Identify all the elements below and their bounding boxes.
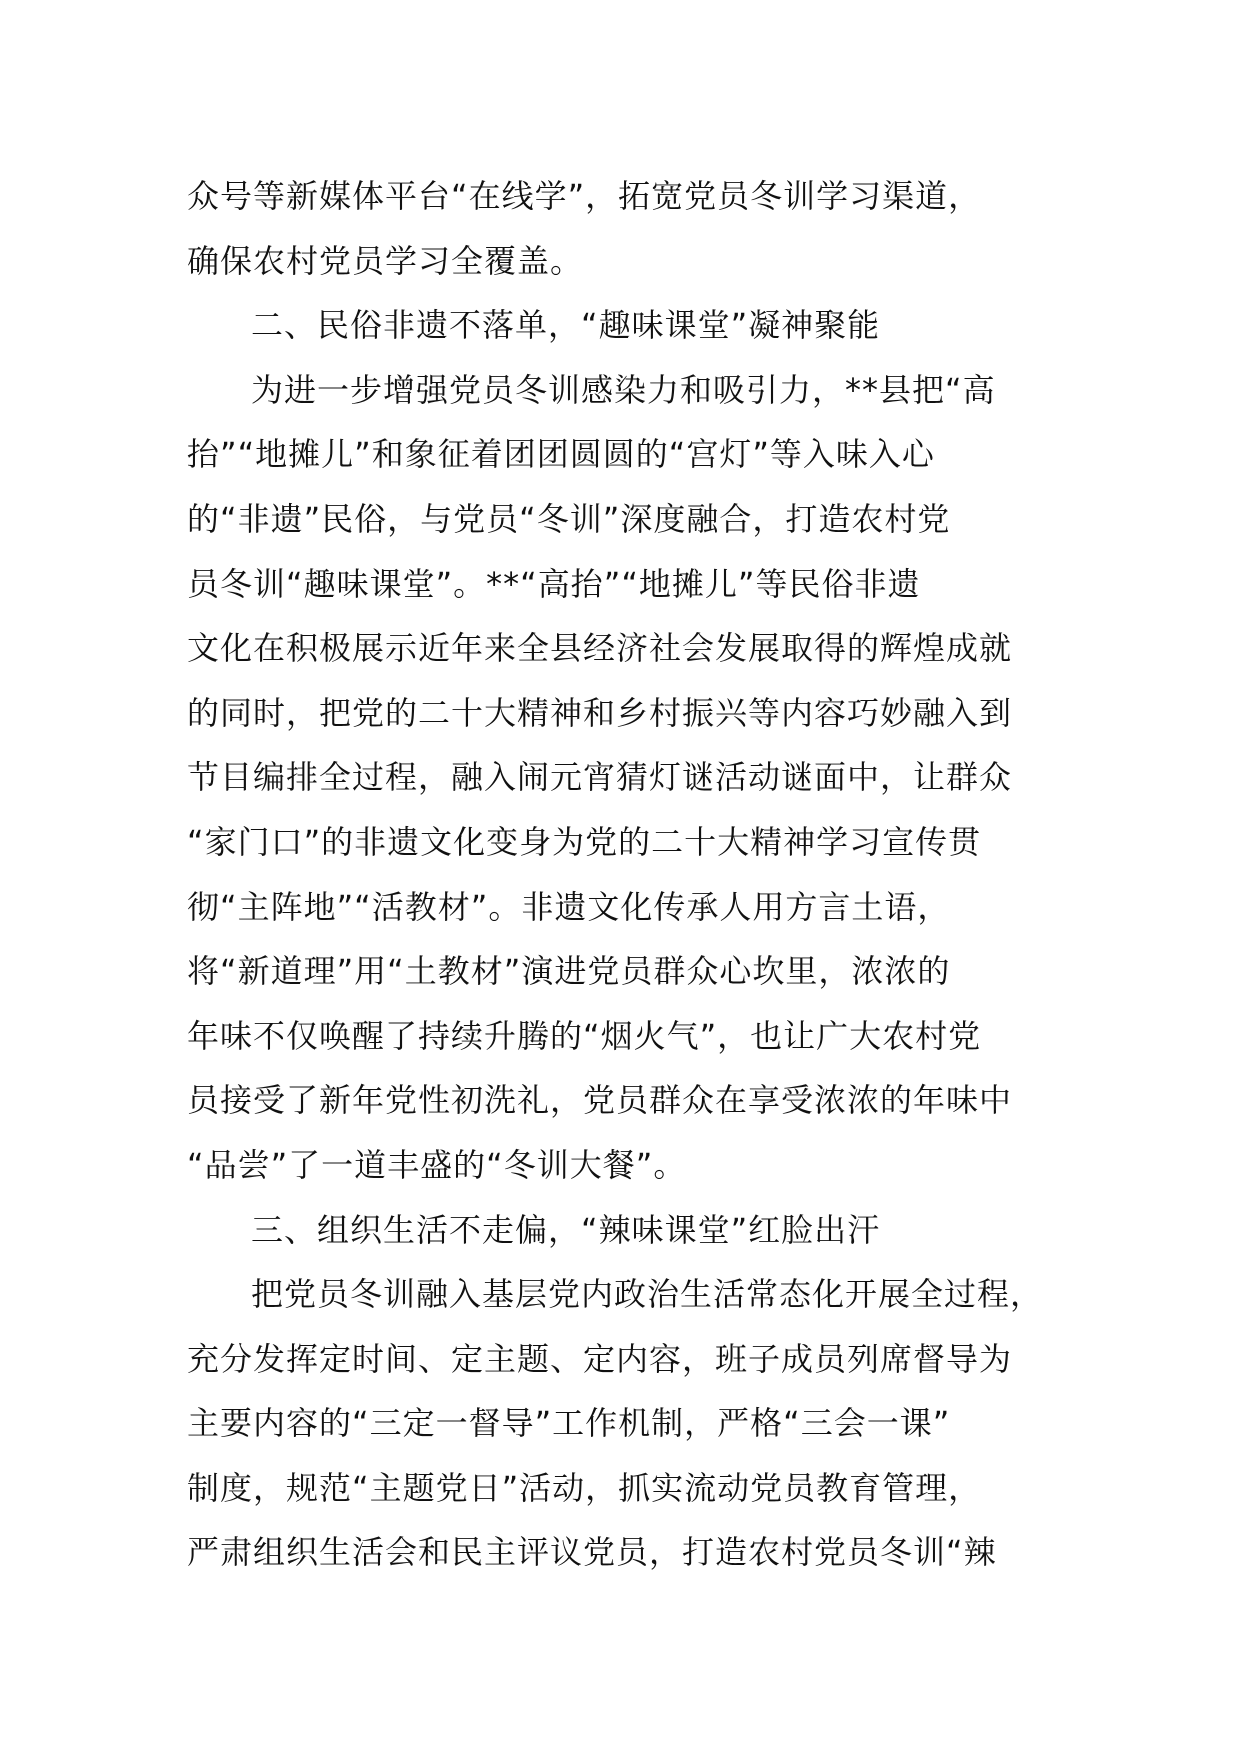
document-body — [187, 164, 1087, 1585]
text-line: 制度，规范“主题党日”活动，抓实流动党员教育管理， — [187, 1468, 982, 1507]
text-line: 的同时，把党的二十大精神和乡村振兴等内容巧妙融入到 — [187, 693, 1013, 732]
text-line: 严肃组织生活会和民主评议党员，打造农村党员冬训“辣 — [187, 1533, 997, 1572]
text-line: 年味不仅唤醒了持续升腾的“烟火气”，也让广大农村党 — [187, 1016, 982, 1055]
text-line: 的“非遗”民俗，与党员“冬训”深度融合，打造农村党 — [187, 499, 951, 538]
text-line: 二、民俗非遗不落单，“趣味课堂”凝神聚能 — [251, 306, 881, 345]
text-line: 确保农村党员学习全覆盖。 — [187, 241, 584, 280]
text-line: 节目编排全过程，融入闹元宵猜灯谜活动谜面中，让群众 — [187, 758, 1013, 797]
text-line: 员冬训“趣味课堂”。**“高抬”“地摊儿”等民俗非遗 — [187, 564, 921, 603]
text-line: 将“新道理”用“土教材”演进党员群众心坎里，浓浓的 — [187, 952, 951, 991]
text-line: 为进一步增强党员冬训感染力和吸引力，**县把“高 — [251, 370, 996, 409]
text-line: “品尝”了一道丰盛的“冬训大餐”。 — [187, 1145, 687, 1184]
text-line: 主要内容的“三定一督导”工作机制，严格“三会一课” — [187, 1404, 951, 1443]
text-line: 三、组织生活不走偏，“辣味课堂”红脸出汗 — [251, 1210, 881, 1249]
text-line: 把党员冬训融入基层党内政治生活常态化开展全过程， — [251, 1275, 1044, 1314]
text-line: 彻“主阵地”“活教材”。非遗文化传承人用方言土语， — [187, 887, 951, 926]
text-line: 充分发挥定时间、定主题、定内容，班子成员列席督导为 — [187, 1339, 1013, 1378]
text-line: 抬”“地摊儿”和象征着团团圆圆的“宫灯”等入味入心 — [187, 435, 935, 474]
text-line: 员接受了新年党性初洗礼，党员群众在享受浓浓的年味中 — [187, 1081, 1013, 1120]
text-line: 文化在积极展示近年来全县经济社会发展取得的辉煌成就 — [187, 629, 1013, 668]
text-line: 众号等新媒体平台“在线学”，拓宽党员冬训学习渠道， — [187, 177, 982, 215]
text-line: “家门口”的非遗文化变身为党的二十大精神学习宣传贯 — [187, 822, 982, 861]
